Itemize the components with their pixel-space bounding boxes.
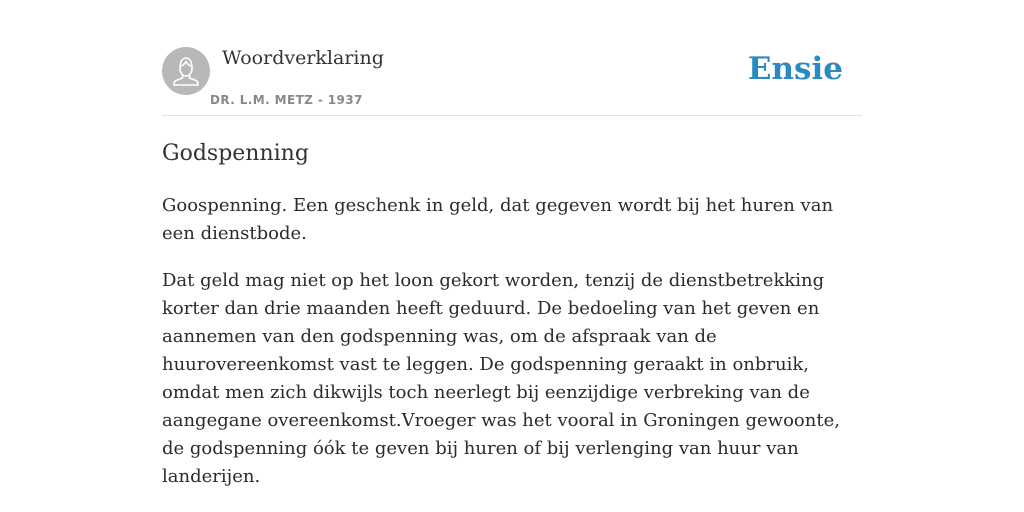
article-body (162, 192, 862, 510)
article-header (162, 0, 862, 116)
category-label[interactable]: Woordverklaring (222, 47, 384, 69)
user-icon (162, 47, 210, 95)
article-card (162, 0, 862, 512)
source-label: DR. L.M. METZ - 1937 (210, 93, 363, 107)
page-title: Godspenning (162, 141, 309, 166)
article-paragraph: Dat geld mag niet op het loon gekort worden, tenzij de dienstbetrekking korter dan drie maanden heeft geduurd. De bedoeling van het geven en aannemen van den godspenning was, om de afspraak van de huurovereenkomst vast te leggen. De godspenning geraakt in onbruik, omdat men zich dikwijls toch neerlegt bij eenzijdige verbreking van de aangegane overeenkomst.Vroeger was het vooral in Groningen gewoonte, de godspenning óók te geven bij huren of bij verlenging van huur van landerijen. (162, 270, 840, 487)
avatar (162, 47, 210, 95)
article-paragraph: Goospenning. Een geschenk in geld, dat gegeven wordt bij het huren van een dienstbode. (162, 195, 834, 244)
brand-logo[interactable]: Ensie (747, 51, 843, 87)
